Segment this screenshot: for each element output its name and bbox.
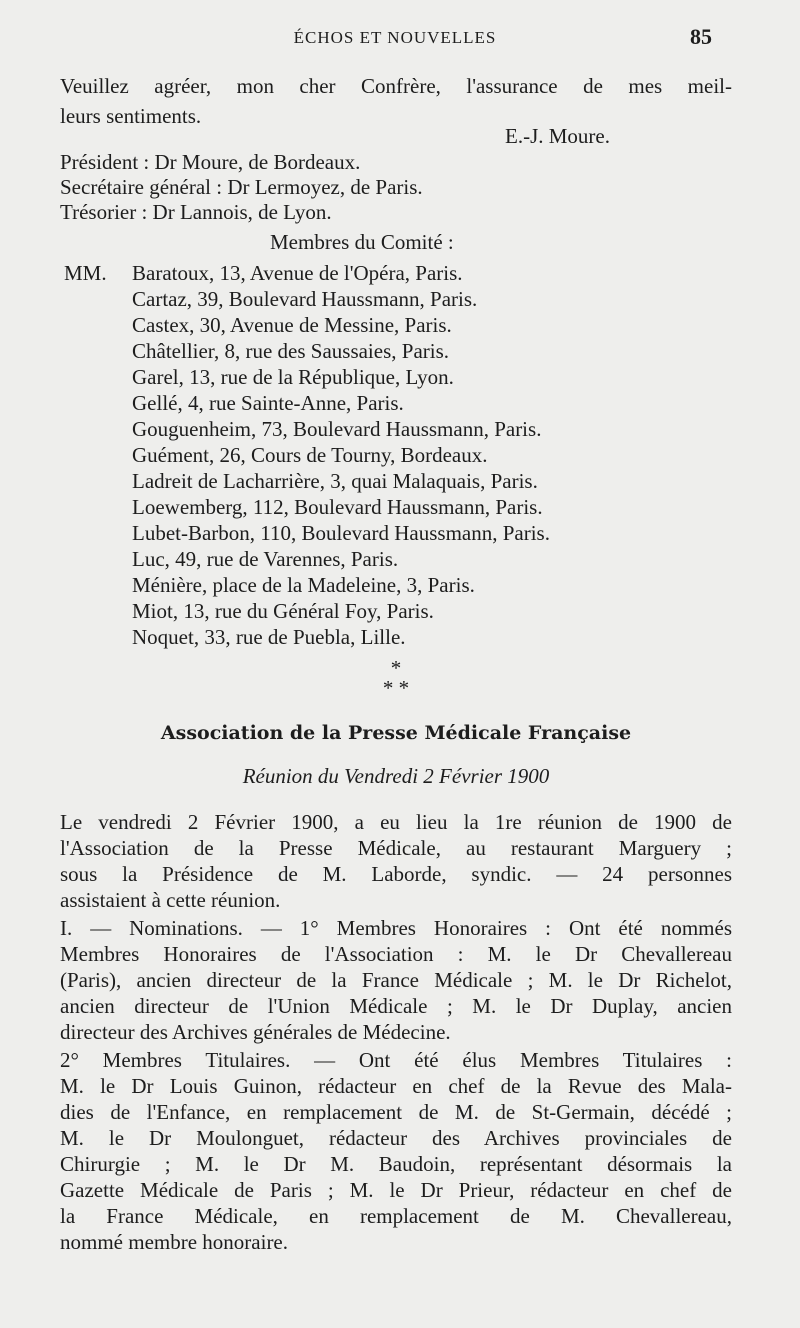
body-line: assistaient à cette réunion.: [60, 888, 281, 912]
committee-prefix: MM.: [64, 261, 107, 285]
officer-president: Président : Dr Moure, de Bordeaux.: [60, 150, 361, 174]
running-head: ÉCHOS ET NOUVELLES: [293, 28, 497, 47]
body-line: Chirurgie ; M. le Dr M. Baudoin, représentant désormais la: [60, 1152, 732, 1176]
body-line: l'Association de la Presse Médicale, au restaurant Marguery ;: [60, 836, 732, 860]
separator-asterisks: * *: [382, 676, 410, 700]
separator-asterisk: *: [390, 656, 402, 680]
page-number: 85: [690, 24, 712, 49]
body-line: Le vendredi 2 Février 1900, a eu lieu la 1re réunion de 1900 de: [60, 810, 732, 834]
committee-member: Luc, 49, rue de Varennes, Paris.: [132, 547, 399, 571]
body-line: dies de l'Enfance, en remplacement de M. de St-Germain, décédé ;: [60, 1100, 732, 1124]
committee-member: Guément, 26, Cours de Tourny, Bordeaux.: [132, 443, 488, 467]
committee-member: Miot, 13, rue du Général Foy, Paris.: [132, 599, 434, 623]
committee-member: Gouguenheim, 73, Boulevard Haussmann, Paris.: [132, 417, 542, 441]
body-line: (Paris), ancien directeur de la France Médicale ; M. le Dr Richelot,: [60, 968, 732, 992]
officer-secretary: Secrétaire général : Dr Lermoyez, de Paris.: [60, 175, 423, 199]
body-line: directeur des Archives générales de Médecine.: [60, 1020, 451, 1044]
committee-title: Membres du Comité :: [270, 230, 454, 254]
committee-member: Châtellier, 8, rue des Saussaies, Paris.: [132, 339, 450, 363]
committee-member: Garel, 13, rue de la République, Lyon.: [132, 365, 454, 389]
body-line: M. le Dr Louis Guinon, rédacteur en chef de la Revue des Mala-: [60, 1074, 732, 1098]
officer-treasurer: Trésorier : Dr Lannois, de Lyon.: [60, 200, 332, 224]
section-subheading: Réunion du Vendredi 2 Février 1900: [242, 764, 550, 788]
committee-member: Ménière, place de la Madeleine, 3, Paris.: [132, 573, 475, 597]
letter-closing-line-1: Veuillez agréer, mon cher Confrère, l'assurance de mes meil-: [60, 74, 732, 98]
signature: E.-J. Moure.: [505, 124, 610, 148]
body-line: nommé membre honoraire.: [60, 1230, 289, 1254]
letter-closing-line-2: leurs sentiments.: [60, 104, 202, 128]
committee-member: Ladreit de Lacharrière, 3, quai Malaquais, Paris.: [132, 469, 538, 493]
body-line: Gazette Médicale de Paris ; M. le Dr Prieur, rédacteur en chef de: [60, 1178, 732, 1202]
committee-member: Gellé, 4, rue Sainte-Anne, Paris.: [132, 391, 404, 415]
committee-member: Baratoux, 13, Avenue de l'Opéra, Paris.: [132, 261, 463, 285]
body-line: Membres Honoraires de l'Association : M. le Dr Chevallereau: [60, 942, 732, 966]
body-line: M. le Dr Moulonguet, rédacteur des Archives provinciales de: [60, 1126, 732, 1150]
section-heading: Association de la Presse Médicale Française: [160, 722, 632, 744]
committee-member: Loewemberg, 112, Boulevard Haussmann, Paris.: [132, 495, 543, 519]
body-line: la France Médicale, en remplacement de M. Chevallereau,: [60, 1204, 732, 1228]
body-line: ancien directeur de l'Union Médicale ; M. le Dr Duplay, ancien: [60, 994, 732, 1018]
body-line: 2° Membres Titulaires. — Ont été élus Membres Titulaires :: [60, 1048, 732, 1072]
body-line: sous la Présidence de M. Laborde, syndic. — 24 personnes: [60, 862, 732, 886]
committee-member: Lubet-Barbon, 110, Boulevard Haussmann, Paris.: [132, 521, 550, 545]
committee-member: Cartaz, 39, Boulevard Haussmann, Paris.: [132, 287, 478, 311]
committee-member: Noquet, 33, rue de Puebla, Lille.: [132, 625, 406, 649]
committee-member: Castex, 30, Avenue de Messine, Paris.: [132, 313, 452, 337]
body-line: I. — Nominations. — 1° Membres Honoraires : Ont été nommés: [60, 916, 732, 940]
